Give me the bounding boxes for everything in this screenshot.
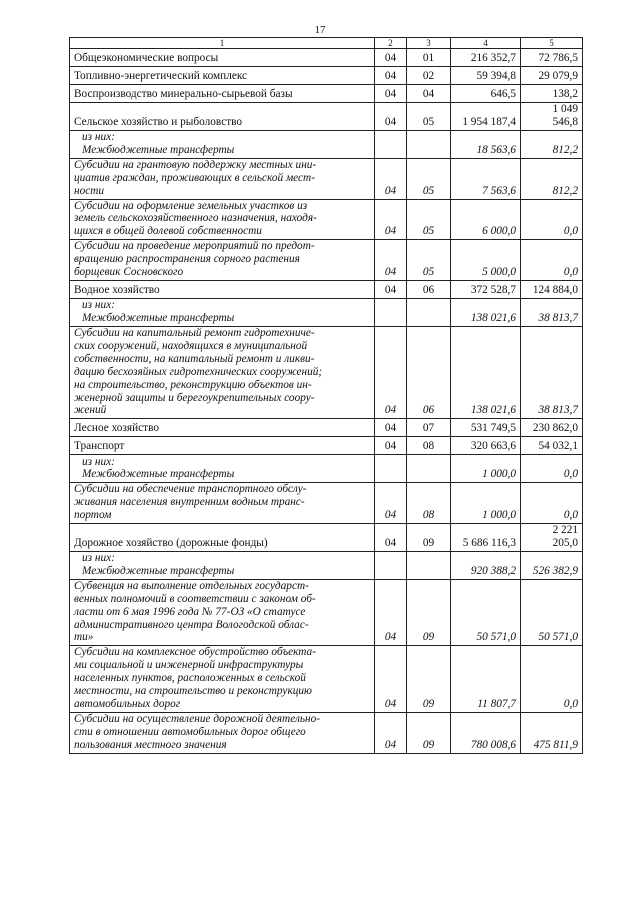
row-section: 04 <box>375 419 407 437</box>
table-row <box>70 67 583 85</box>
row-amount-actual: 0,0 <box>521 199 583 240</box>
table-row <box>70 437 583 455</box>
header-col-5: 5 <box>521 38 583 49</box>
table-row <box>70 85 583 103</box>
row-amount-plan: 920 388,2 <box>451 551 521 579</box>
row-subsection: 08 <box>407 437 451 455</box>
row-name <box>70 298 375 326</box>
row-name: Субсидии на осуществление дорожной деятельно- сти в отношении автомобильных дорог общего пользования местного значения <box>70 712 375 753</box>
row-section: 04 <box>375 158 407 199</box>
row-amount-actual: 29 079,9 <box>521 67 583 85</box>
table-header-row <box>70 38 583 49</box>
row-name: Дорожное хозяйство (дорожные фонды) <box>70 524 375 552</box>
table-row <box>70 579 583 646</box>
row-subsection <box>407 455 451 483</box>
row-name <box>70 455 375 483</box>
row-amount-actual: 38 813,7 <box>521 326 583 418</box>
row-name: Водное хозяйство <box>70 280 375 298</box>
row-subsection: 05 <box>407 240 451 281</box>
row-amount-plan: 780 008,6 <box>451 712 521 753</box>
table-row <box>70 158 583 199</box>
row-amount-actual: 124 884,0 <box>521 280 583 298</box>
row-amount-actual: 0,0 <box>521 240 583 281</box>
row-section: 04 <box>375 49 407 67</box>
row-amount-actual: 1 049 546,8 <box>521 103 583 131</box>
row-section <box>375 298 407 326</box>
sub-prefix: из них: <box>82 552 115 565</box>
table-row <box>70 103 583 131</box>
row-subsection: 06 <box>407 280 451 298</box>
sub-name: Межбюджетные трансферты <box>82 564 235 577</box>
row-section: 04 <box>375 199 407 240</box>
row-name: Субсидии на капитальный ремонт гидротехниче- ских сооружений, находящихся в муниципальной собственности, на капитальный ремонт и ликви- дацию бесхозяйных гидротехнических сооружений; на строительство, реконструкцию объектов ин- женерной защиты и берегоукрепительных соору- жений <box>70 326 375 418</box>
row-amount-plan: 5 686 116,3 <box>451 524 521 552</box>
row-section <box>375 551 407 579</box>
row-subsection: 08 <box>407 483 451 524</box>
row-subsection: 09 <box>407 646 451 713</box>
row-subsection: 01 <box>407 49 451 67</box>
row-section <box>375 130 407 158</box>
row-amount-plan: 216 352,7 <box>451 49 521 67</box>
row-amount-actual: 230 862,0 <box>521 419 583 437</box>
table-row <box>70 240 583 281</box>
row-amount-actual: 138,2 <box>521 85 583 103</box>
table-row <box>70 199 583 240</box>
header-col-2: 2 <box>375 38 407 49</box>
sub-prefix: из них: <box>82 299 115 312</box>
page-number: 17 <box>314 24 326 36</box>
row-amount-plan: 18 563,6 <box>451 130 521 158</box>
row-section: 04 <box>375 437 407 455</box>
row-name: Воспроизводство минерально-сырьевой базы <box>70 85 375 103</box>
row-amount-actual: 0,0 <box>521 483 583 524</box>
row-section: 04 <box>375 85 407 103</box>
row-name <box>70 551 375 579</box>
header-col-3: 3 <box>407 38 451 49</box>
row-subsection <box>407 130 451 158</box>
row-subsection: 05 <box>407 158 451 199</box>
row-amount-plan: 1 954 187,4 <box>451 103 521 131</box>
table-row <box>70 646 583 713</box>
row-amount-actual: 38 813,7 <box>521 298 583 326</box>
row-name: Транспорт <box>70 437 375 455</box>
row-amount-plan: 7 563,6 <box>451 158 521 199</box>
row-name: Субсидии на оформление земельных участков из земель сельскохозяйственного назначения, находя- щихся в общей долевой собственности <box>70 199 375 240</box>
row-subsection: 04 <box>407 85 451 103</box>
row-amount-actual: 812,2 <box>521 130 583 158</box>
row-section: 04 <box>375 524 407 552</box>
table-row-subtotal <box>70 455 583 483</box>
row-name: Сельское хозяйство и рыболовство <box>70 103 375 131</box>
row-amount-plan: 138 021,6 <box>451 326 521 418</box>
row-amount-actual: 475 811,9 <box>521 712 583 753</box>
row-amount-plan: 531 749,5 <box>451 419 521 437</box>
row-subsection: 05 <box>407 199 451 240</box>
row-amount-plan: 372 528,7 <box>451 280 521 298</box>
row-subsection: 02 <box>407 67 451 85</box>
row-amount-actual: 50 571,0 <box>521 579 583 646</box>
table-row <box>70 712 583 753</box>
row-amount-actual: 526 382,9 <box>521 551 583 579</box>
header-col-1: 1 <box>70 38 375 49</box>
row-name: Субсидии на комплексное обустройство объекта- ми социальной и инженерной инфраструктуры населенных пунктов, расположенных в сельской местности, на строительство и реконструкцию автомобильных дорог <box>70 646 375 713</box>
row-name: Субсидии на проведение мероприятий по предот- вращению распространения сорного растения борщевик Сосновского <box>70 240 375 281</box>
row-subsection <box>407 298 451 326</box>
row-subsection: 06 <box>407 326 451 418</box>
row-subsection: 09 <box>407 712 451 753</box>
table-row <box>70 483 583 524</box>
budget-table <box>69 37 583 754</box>
row-amount-actual: 2 221 205,0 <box>521 524 583 552</box>
row-amount-plan: 1 000,0 <box>451 483 521 524</box>
row-amount-plan: 1 000,0 <box>451 455 521 483</box>
table-row-subtotal <box>70 551 583 579</box>
sub-prefix: из них: <box>82 131 115 143</box>
row-amount-plan: 59 394,8 <box>451 67 521 85</box>
sub-name: Межбюджетные трансферты <box>82 143 235 156</box>
row-amount-plan: 5 000,0 <box>451 240 521 281</box>
row-amount-plan: 50 571,0 <box>451 579 521 646</box>
row-subsection: 09 <box>407 579 451 646</box>
row-amount-plan: 6 000,0 <box>451 199 521 240</box>
sub-name: Межбюджетные трансферты <box>82 312 235 325</box>
row-name: Субвенция на выполнение отдельных государст- венных полномочий в соответствии с законом об- ласти от 6 мая 1996 года № 77-ОЗ «О статусе административного центра Вологодской облас- ти» <box>70 579 375 646</box>
row-subsection: 07 <box>407 419 451 437</box>
row-amount-actual: 54 032,1 <box>521 437 583 455</box>
row-section: 04 <box>375 240 407 281</box>
row-section: 04 <box>375 280 407 298</box>
table-row <box>70 326 583 418</box>
row-section: 04 <box>375 646 407 713</box>
row-amount-actual: 0,0 <box>521 455 583 483</box>
row-section: 04 <box>375 712 407 753</box>
row-subsection <box>407 551 451 579</box>
row-name: Общеэкономические вопросы <box>70 49 375 67</box>
row-name: Топливно-энергетический комплекс <box>70 67 375 85</box>
row-amount-actual: 812,2 <box>521 158 583 199</box>
row-section: 04 <box>375 67 407 85</box>
row-section: 04 <box>375 103 407 131</box>
row-name: Субсидии на грантовую поддержку местных ини- циатив граждан, проживающих в сельской мест- ности <box>70 158 375 199</box>
table-row <box>70 49 583 67</box>
row-name: Лесное хозяйство <box>70 419 375 437</box>
row-section <box>375 455 407 483</box>
row-subsection: 05 <box>407 103 451 131</box>
row-section: 04 <box>375 579 407 646</box>
row-amount-plan: 138 021,6 <box>451 298 521 326</box>
row-amount-plan: 646,5 <box>451 85 521 103</box>
row-section: 04 <box>375 326 407 418</box>
row-section: 04 <box>375 483 407 524</box>
row-amount-plan: 320 663,6 <box>451 437 521 455</box>
row-amount-actual: 72 786,5 <box>521 49 583 67</box>
sub-prefix: из них: <box>82 455 115 468</box>
sub-name: Межбюджетные трансферты <box>82 468 235 481</box>
row-amount-plan: 11 807,7 <box>451 646 521 713</box>
table-row <box>70 280 583 298</box>
row-name: Субсидии на обеспечение транспортного обслу- живания населения внутренним водным транс- портом <box>70 483 375 524</box>
table-row <box>70 524 583 552</box>
row-amount-actual: 0,0 <box>521 646 583 713</box>
row-subsection: 09 <box>407 524 451 552</box>
table-row <box>70 419 583 437</box>
table-row-subtotal <box>70 298 583 326</box>
table-row-subtotal <box>70 130 583 158</box>
row-name <box>70 130 375 158</box>
header-col-4: 4 <box>451 38 521 49</box>
